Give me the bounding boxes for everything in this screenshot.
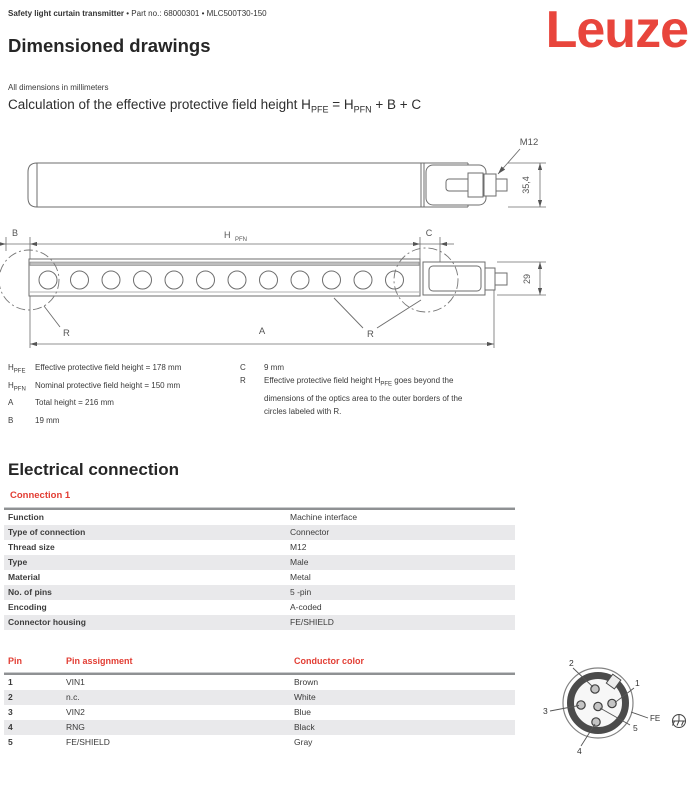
table-row — [4, 555, 515, 570]
table-row — [4, 690, 515, 705]
property-label: Connector housing — [8, 617, 86, 627]
dim-label-h: H — [224, 230, 231, 240]
legend-desc: 9 mm — [264, 363, 284, 372]
property-label: No. of pins — [8, 587, 52, 597]
product-name: Safety light curtain transmitter — [8, 9, 125, 18]
document-meta — [8, 9, 267, 18]
table-row — [4, 585, 515, 600]
dim-label-m12: M12 — [519, 137, 539, 148]
legend-left-column — [8, 361, 233, 431]
legend-desc: 19 mm — [35, 415, 60, 425]
property-label: Type — [8, 557, 28, 567]
legend-item — [8, 379, 233, 397]
conductor-color: Blue — [294, 707, 312, 717]
front-view-drawing — [0, 237, 546, 348]
legend-term: $H_{PFN}$ — [8, 380, 26, 393]
legend-item — [8, 361, 233, 379]
dim-label-a: A — [258, 326, 266, 337]
property-value: M12 — [290, 542, 307, 552]
table-row — [4, 600, 515, 615]
property-value: Connector — [290, 527, 330, 537]
connector-pinout-diagram — [540, 645, 698, 773]
conductor-color: Gray — [294, 737, 313, 747]
legend-item — [240, 361, 468, 374]
conductor-color: White — [294, 692, 316, 702]
pin-assignment: FE/SHIELD — [66, 737, 110, 747]
dimensioned-drawing — [0, 128, 698, 360]
pin-header-assignment: Pin assignment — [66, 656, 133, 666]
formula-mid: = H — [328, 97, 354, 112]
legend-term: A — [8, 398, 14, 408]
formula-sub-pfe: PFE — [310, 104, 329, 115]
table-row — [4, 675, 515, 690]
property-value: A-coded — [290, 602, 322, 612]
pin-assignment: VIN2 — [66, 707, 85, 717]
pin-header-pin: Pin — [8, 656, 23, 666]
optics-circles — [39, 271, 404, 289]
pin-label-1: 1 — [635, 678, 640, 688]
dim-label-c: C — [425, 228, 433, 238]
pin-number: 5 — [8, 737, 13, 747]
dim-label-h-sub: PFN — [235, 237, 247, 243]
property-value: Metal — [290, 572, 311, 582]
formula-post: + B + C — [371, 97, 422, 112]
conductor-color: Black — [294, 722, 315, 732]
pin-number: 4 — [8, 722, 13, 732]
table-row — [4, 720, 515, 735]
table-row — [4, 615, 515, 630]
formula-pre: Calculation of the effective protective field height H — [8, 97, 311, 112]
legend-desc: Effective protective field height $H_{PFE}$ goes beyond the dimensions of the optics area to the outer borders of the circles labeled with R. — [264, 376, 463, 416]
legend-term: $H_{PFE}$ — [8, 363, 26, 375]
r-label-left: R — [63, 328, 70, 339]
pin-assignment: VIN1 — [66, 677, 85, 687]
pin-number: 2 — [8, 692, 13, 702]
dim-label-b: B — [11, 228, 19, 238]
legend-item — [240, 374, 468, 418]
section-title-electrical-connection: Electrical connection — [8, 460, 179, 479]
property-value: Machine interface — [290, 512, 358, 522]
property-label: Function — [8, 512, 44, 522]
part-number-text: • Part no.: 68000301 • MLC500T30-150 — [126, 9, 267, 18]
property-value: 5 -pin — [290, 587, 312, 597]
pin-label-2: 2 — [569, 658, 574, 668]
pin-assignment-table — [4, 650, 515, 750]
connection-properties-table — [4, 507, 515, 630]
formula-sub-pfn: PFN — [353, 104, 372, 115]
connector-face — [550, 668, 686, 746]
legend-item — [8, 396, 233, 414]
pin-header-conductor-color: Conductor color — [294, 656, 364, 666]
pin-label-4: 4 — [577, 746, 582, 756]
property-label: Thread size — [8, 542, 55, 552]
pin-number: 1 — [8, 677, 13, 687]
legend-desc: Nominal protective field height = 150 mm — [35, 380, 181, 390]
legend-desc: Total height = 216 mm — [35, 398, 114, 408]
legend-term: C — [240, 363, 246, 372]
legend-term: R — [240, 376, 246, 385]
property-value: FE/SHIELD — [290, 617, 334, 627]
pin-label-3: 3 — [543, 706, 548, 716]
pin-label-5: 5 — [633, 723, 638, 733]
conductor-color: Brown — [294, 677, 319, 687]
leuze-logo: Leuze — [545, 1, 688, 59]
r-label-right: R — [367, 329, 374, 340]
table-row — [4, 540, 515, 555]
pin-number: 3 — [8, 707, 13, 717]
property-value: Male — [290, 557, 309, 567]
table-row — [4, 705, 515, 720]
property-label: Encoding — [8, 602, 47, 612]
legend-desc: Effective protective field height = 178 mm — [35, 363, 182, 372]
pin-table-header — [4, 650, 515, 672]
fe-label: FE — [650, 714, 661, 723]
dim-label-29: 29 — [522, 273, 532, 285]
legend-term: B — [8, 415, 14, 425]
legend-right-column — [240, 361, 468, 418]
property-label: Material — [8, 572, 41, 582]
property-label: Type of connection — [8, 527, 86, 537]
table-row — [4, 570, 515, 585]
section-title-dimensioned-drawings: Dimensioned drawings — [8, 35, 211, 56]
r-circles — [0, 248, 458, 312]
earth-ground-icon — [673, 715, 686, 728]
connection-1-subtitle: Connection 1 — [10, 490, 71, 501]
pin-assignment: RNG — [66, 722, 85, 732]
side-view-drawing — [28, 149, 546, 207]
table-row — [4, 735, 515, 750]
legend-item — [8, 414, 233, 432]
table-row — [4, 525, 515, 540]
dim-label-35-4: 35,4 — [521, 176, 531, 194]
pin-assignment: n.c. — [66, 692, 80, 702]
field-height-formula — [8, 97, 421, 115]
dimensions-note: All dimensions in millimeters — [8, 83, 109, 92]
table-row — [4, 510, 515, 525]
